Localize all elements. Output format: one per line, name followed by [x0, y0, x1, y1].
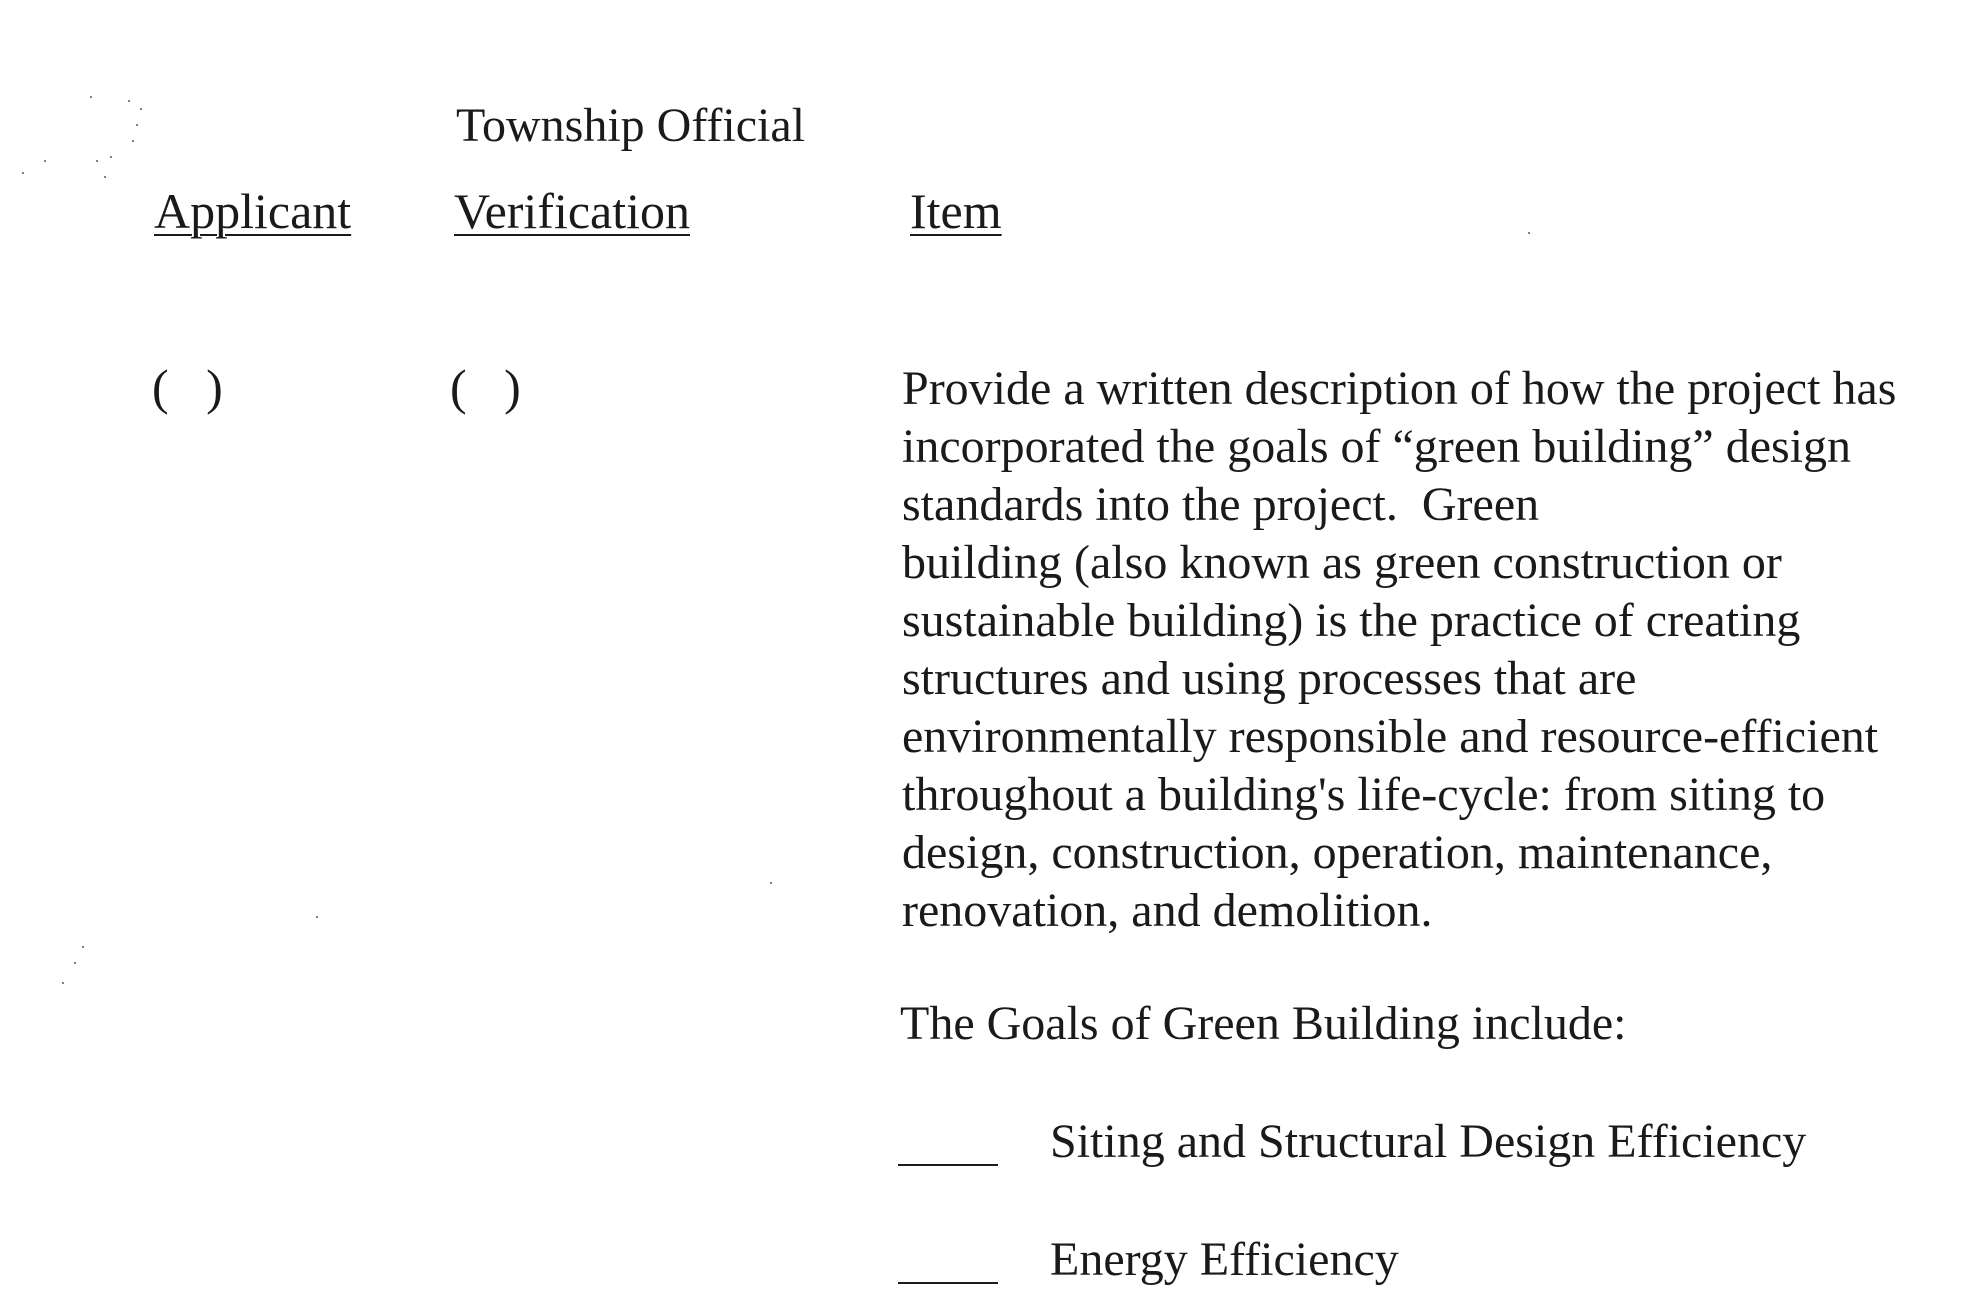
- column-header-verification: Verification: [454, 183, 691, 239]
- description-line: Provide a written description of how the project has: [902, 362, 1897, 415]
- verification-checkbox[interactable]: ( ): [450, 359, 521, 415]
- goal-blank-line[interactable]: [898, 1242, 998, 1284]
- description-line: throughout a building's life-cycle: from siting to: [902, 768, 1826, 821]
- description-line: design, construction, operation, maintenance,: [902, 826, 1773, 879]
- description-line: building (also known as green construction or: [902, 536, 1782, 589]
- description-line: incorporated the goals of “green building” design: [902, 420, 1852, 473]
- description-line: renovation, and demolition.: [902, 884, 1433, 937]
- item-description: [902, 360, 1977, 940]
- goal-item: [898, 1115, 1898, 1168]
- column-header-item: Item: [910, 183, 1002, 239]
- goal-label: Siting and Structural Design Efficiency: [1050, 1115, 1807, 1168]
- goals-heading: The Goals of Green Building include:: [900, 997, 1627, 1050]
- column-group-label: Township Official: [456, 99, 806, 152]
- goal-item: [898, 1233, 1898, 1286]
- description-line: environmentally responsible and resource-efficient: [902, 710, 1879, 763]
- description-line: structures and using processes that are: [902, 652, 1637, 705]
- goal-label: Energy Efficiency: [1050, 1233, 1399, 1286]
- goal-blank-line[interactable]: [898, 1124, 998, 1166]
- description-line: sustainable building) is the practice of creating: [902, 594, 1801, 647]
- applicant-checkbox[interactable]: ( ): [152, 359, 223, 415]
- column-header-applicant: Applicant: [154, 183, 352, 239]
- description-line: standards into the project. Green: [902, 478, 1540, 531]
